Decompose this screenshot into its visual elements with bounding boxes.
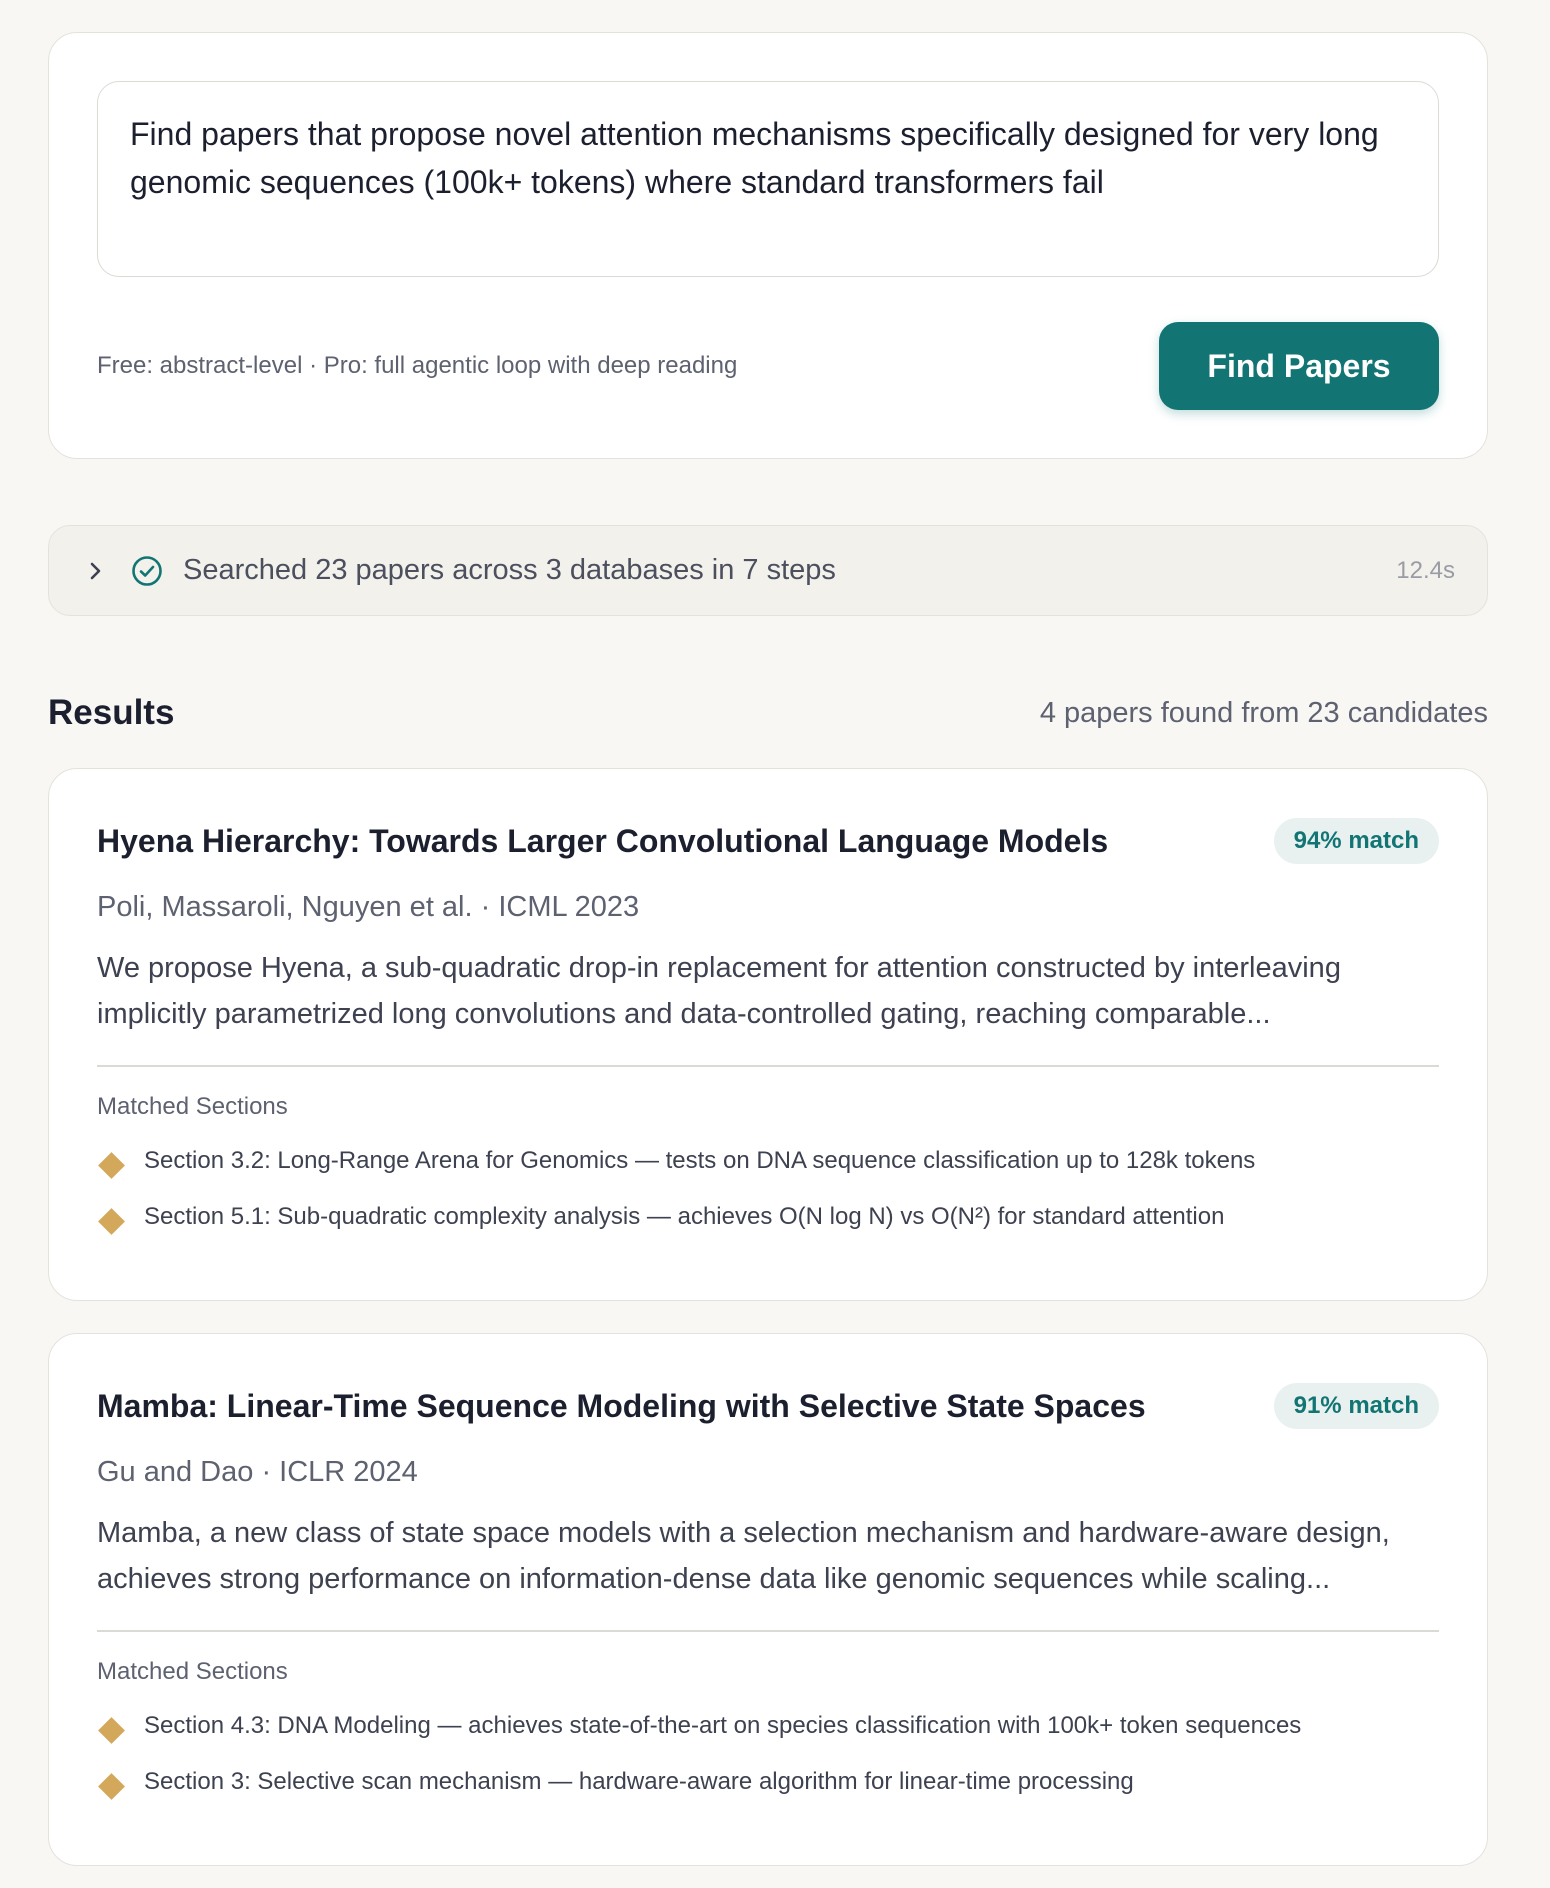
matched-section-text: Section 3: Selective scan mechanism — hardware-aware algorithm for linear-time processing <box>144 1767 1134 1795</box>
query-input[interactable]: Find papers that propose novel attention mechanisms specifically designed for very long genomic sequences (100k+ tokens) where standard transformers fail <box>97 81 1439 277</box>
paper-card[interactable] <box>48 1333 1488 1866</box>
matched-section-text: Section 4.3: DNA Modeling — achieves state-of-the-art on species classification with 100k+ token sequences <box>144 1711 1302 1739</box>
diamond-icon <box>98 1152 125 1179</box>
diamond-icon <box>98 1717 125 1744</box>
paper-abstract: We propose Hyena, a sub-quadratic drop-in replacement for attention constructed by interleaving implicitly parametrized long convolutions and data-controlled gating, reaching comparable... <box>97 952 1341 1030</box>
paper-abstract: Mamba, a new class of state space models with a selection mechanism and hardware-aware design, achieves strong performance on information-dense data like genomic sequences while scaling... <box>97 1517 1390 1595</box>
paper-card[interactable] <box>48 768 1488 1301</box>
results-header <box>48 688 1488 738</box>
status-time: 12.4s <box>1396 556 1455 584</box>
status-text: Searched 23 papers across 3 databases in 7 steps <box>183 554 836 586</box>
search-footer <box>97 322 1439 410</box>
match-badge: 94% match <box>1274 818 1439 864</box>
search-card <box>48 32 1488 459</box>
find-papers-button[interactable]: Find Papers <box>1159 322 1439 410</box>
matched-section-item <box>97 1189 1439 1245</box>
match-badge: 91% match <box>1274 1383 1439 1429</box>
matched-section-item <box>97 1133 1439 1189</box>
matched-section-item <box>97 1698 1439 1754</box>
paper-meta: Gu and Dao · ICLR 2024 <box>97 1456 418 1488</box>
paper-title[interactable]: Mamba: Linear-Time Sequence Modeling with Selective State Spaces <box>97 1387 1146 1424</box>
diamond-icon <box>98 1208 125 1235</box>
matched-sections-list <box>97 1133 1439 1245</box>
matched-section-text: Section 5.1: Sub-quadratic complexity analysis — achieves O(N log N) vs O(N²) for standard attention <box>144 1202 1225 1230</box>
paper-title-row <box>97 817 1439 865</box>
results-title: Results <box>48 693 175 732</box>
search-status-toggle[interactable] <box>48 525 1488 616</box>
matched-sections-list <box>97 1698 1439 1810</box>
matched-section-item <box>97 1754 1439 1810</box>
matched-sections-label: Matched Sections <box>97 1657 288 1685</box>
divider <box>97 1065 1439 1067</box>
page <box>48 32 1488 1866</box>
chevron-right-icon[interactable] <box>85 560 107 582</box>
matched-sections-label: Matched Sections <box>97 1092 288 1120</box>
paper-title[interactable]: Hyena Hierarchy: Towards Larger Convolutional Language Models <box>97 822 1109 859</box>
matched-section-text: Section 3.2: Long-Range Arena for Genomics — tests on DNA sequence classification up to 128k tokens <box>144 1146 1256 1174</box>
divider <box>97 1630 1439 1632</box>
paper-title-row <box>97 1382 1439 1430</box>
diamond-icon <box>98 1773 125 1800</box>
paper-meta: Poli, Massaroli, Nguyen et al. · ICML 2023 <box>97 891 640 923</box>
plan-hint: Free: abstract-level · Pro: full agentic loop with deep reading <box>97 352 738 379</box>
results-count: 4 papers found from 23 candidates <box>1039 696 1488 729</box>
check-circle-icon <box>131 555 163 587</box>
